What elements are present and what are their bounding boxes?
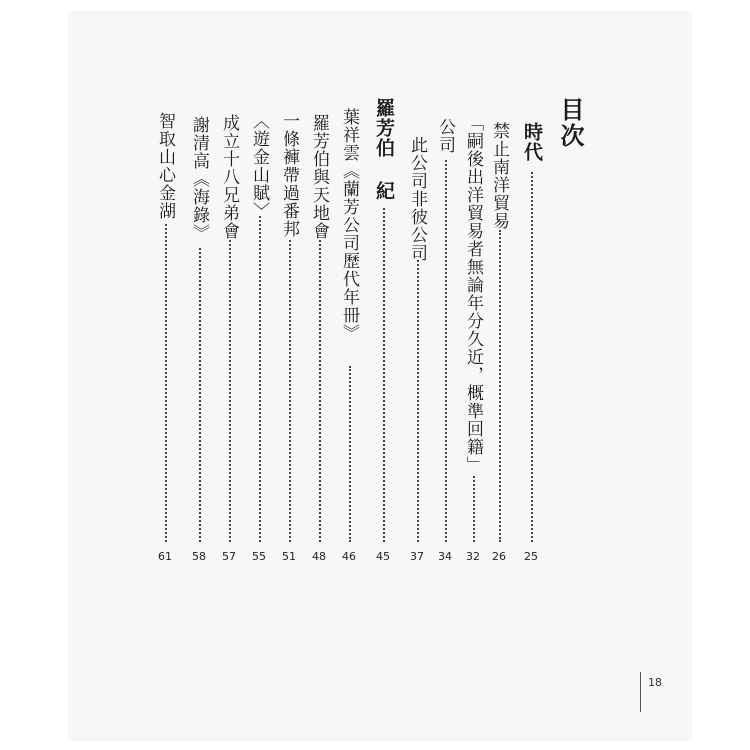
toc-entry-leader	[417, 260, 419, 542]
toc-entry-title: 成立十八兄弟會	[219, 114, 239, 240]
section-luo-leader	[383, 208, 385, 542]
toc-entry-title: 羅芳伯與天地會	[309, 114, 329, 240]
toc-entry-title: 禁止南洋貿易	[489, 122, 509, 230]
section-luo-title: 羅芳伯 紀	[373, 98, 395, 201]
toc-entry-leader	[259, 216, 261, 542]
toc-entry-page: 26	[492, 550, 506, 563]
toc-entry-leader	[229, 240, 231, 542]
toc-entry-title: 葉祥雲《蘭芳公司歷代年冊》	[339, 108, 359, 342]
book-page	[70, 12, 690, 740]
toc-entry-title: 〈遊金山賦〉	[249, 112, 269, 220]
toc-entry-leader	[499, 230, 501, 542]
toc-entry-leader	[349, 366, 351, 542]
section-luo-page: 45	[376, 550, 390, 563]
toc-entry-page: 37	[410, 550, 424, 563]
toc-entry-leader	[445, 160, 447, 542]
toc-entry-title: 「嗣後出洋貿易者無論年分久近，概準回籍」	[463, 114, 483, 474]
section-era-leader	[531, 172, 533, 542]
toc-entry-page: 61	[158, 550, 172, 563]
toc-entry-page: 32	[466, 550, 480, 563]
toc-entry-leader	[289, 240, 291, 542]
toc-entry-page: 48	[312, 550, 326, 563]
toc-entry-page: 55	[252, 550, 266, 563]
toc-entry-leader	[199, 248, 201, 542]
toc-entry-title: 公司	[435, 118, 455, 154]
toc-entry-title: 謝清高《海錄》	[189, 116, 209, 242]
toc-entry-page: 51	[282, 550, 296, 563]
toc-entry-title: 此公司非彼公司	[407, 136, 427, 262]
toc-entry-leader	[473, 476, 475, 542]
toc-entry-title: 智取山心金湖	[155, 112, 175, 220]
page-number: 18	[648, 676, 662, 689]
toc-entry-page: 57	[222, 550, 236, 563]
toc-entry-leader	[165, 224, 167, 542]
toc-entry-page: 34	[438, 550, 452, 563]
toc-heading: 目次	[556, 97, 585, 149]
toc-entry-leader	[319, 240, 321, 542]
section-era-page: 25	[524, 550, 538, 563]
toc-entry-title: 一條褲帶過番邦	[279, 112, 299, 238]
folio-divider	[640, 672, 641, 712]
toc-entry-page: 46	[342, 550, 356, 563]
section-era-title: 時代	[521, 122, 543, 162]
toc-entry-page: 58	[192, 550, 206, 563]
